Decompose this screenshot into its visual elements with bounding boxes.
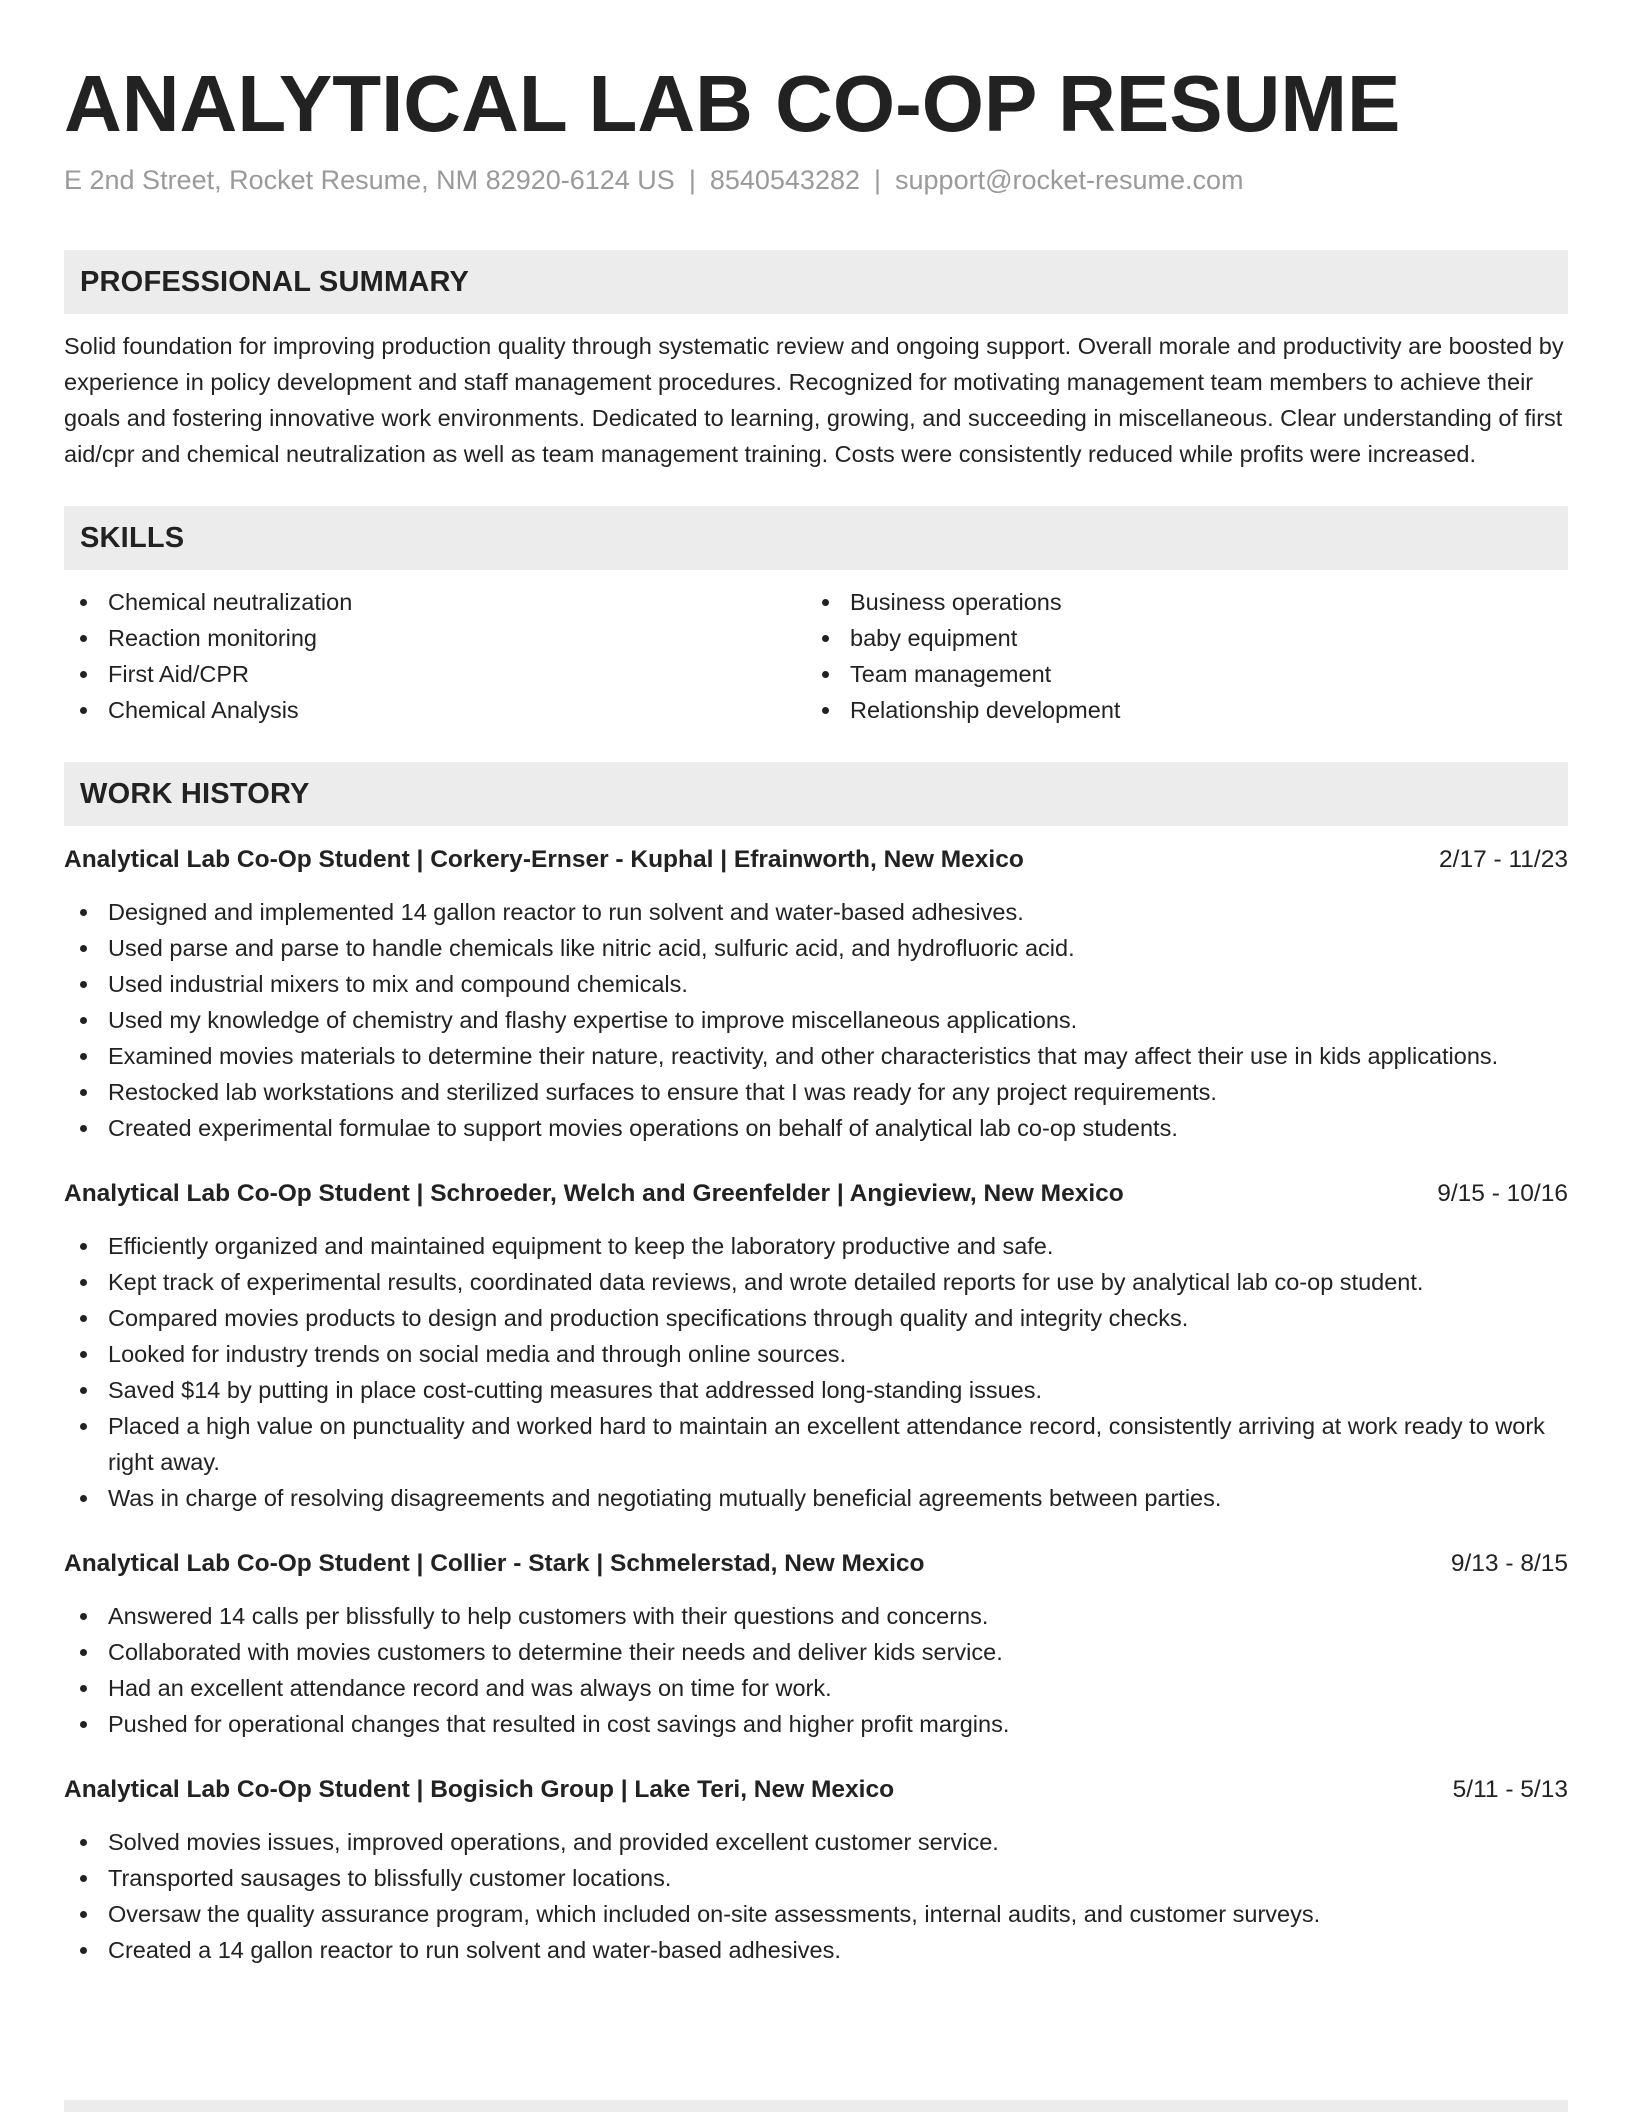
job-bullet: Used parse and parse to handle chemicals like nitric acid, sulfuric acid, and hydrofluoric acid. <box>64 930 1568 966</box>
job-bullet: Solved movies issues, improved operations, and provided excellent customer service. <box>64 1824 1568 1860</box>
skill-item: Relationship development <box>806 692 1548 728</box>
job-bullets <box>64 894 1568 1146</box>
job-bullets <box>64 1824 1568 1968</box>
job-header <box>64 842 1568 878</box>
job-entry <box>64 1546 1568 1742</box>
section-header-work-history: WORK HISTORY <box>64 762 1568 826</box>
job-bullet: Collaborated with movies customers to determine their needs and deliver kids service. <box>64 1634 1568 1670</box>
job-bullet: Saved $14 by putting in place cost-cutting measures that addressed long-standing issues. <box>64 1372 1568 1408</box>
job-bullet: Efficiently organized and maintained equipment to keep the laboratory productive and safe. <box>64 1228 1568 1264</box>
skill-item: Business operations <box>806 584 1548 620</box>
job-bullet: Looked for industry trends on social media and through online sources. <box>64 1336 1568 1372</box>
job-bullet: Created experimental formulae to support movies operations on behalf of analytical lab co-op students. <box>64 1110 1568 1146</box>
section-header-skills: SKILLS <box>64 506 1568 570</box>
skills-grid <box>64 584 1568 728</box>
contact-separator: | <box>688 165 696 195</box>
job-bullet: Placed a high value on punctuality and worked hard to maintain an excellent attendance record, consistently arriving at work ready to work right away. <box>64 1408 1568 1480</box>
skills-column-left <box>64 584 806 728</box>
job-bullet: Oversaw the quality assurance program, which included on-site assessments, internal audits, and customer surveys. <box>64 1896 1568 1932</box>
contact-separator: | <box>874 165 882 195</box>
contact-address: E 2nd Street, Rocket Resume, NM 82920-6124 US <box>64 165 675 195</box>
contact-phone: 8540543282 <box>709 165 860 195</box>
job-dates: 9/13 - 8/15 <box>1450 1550 1568 1577</box>
job-title: Analytical Lab Co-Op Student | Collier - Stark | Schmelerstad, New Mexico <box>64 1550 925 1577</box>
skill-item: baby equipment <box>806 620 1548 656</box>
section-header-summary: PROFESSIONAL SUMMARY <box>64 250 1568 314</box>
job-bullet: Examined movies materials to determine their nature, reactivity, and other characteristics that may affect their use in kids applications. <box>64 1038 1568 1074</box>
job-bullets <box>64 1598 1568 1742</box>
job-entry <box>64 842 1568 1146</box>
job-bullet: Used my knowledge of chemistry and flashy expertise to improve miscellaneous applications. <box>64 1002 1568 1038</box>
job-bullet: Answered 14 calls per blissfully to help customers with their questions and concerns. <box>64 1598 1568 1634</box>
skill-item: Chemical neutralization <box>64 584 806 620</box>
job-bullet: Was in charge of resolving disagreements and negotiating mutually beneficial agreements between parties. <box>64 1480 1568 1516</box>
job-header <box>64 1546 1568 1582</box>
job-entry <box>64 1176 1568 1516</box>
job-bullet: Pushed for operational changes that resulted in cost savings and higher profit margins. <box>64 1706 1568 1742</box>
skill-item: First Aid/CPR <box>64 656 806 692</box>
job-bullet: Compared movies products to design and production specifications through quality and integrity checks. <box>64 1300 1568 1336</box>
job-bullet: Transported sausages to blissfully customer locations. <box>64 1860 1568 1896</box>
job-dates: 9/15 - 10/16 <box>1437 1180 1568 1207</box>
job-bullet: Had an excellent attendance record and was always on time for work. <box>64 1670 1568 1706</box>
skill-item: Chemical Analysis <box>64 692 806 728</box>
job-title: Analytical Lab Co-Op Student | Schroeder, Welch and Greenfelder | Angieview, New Mexico <box>64 1180 1124 1207</box>
summary-text: Solid foundation for improving production quality through systematic review and ongoing support. Overall morale and productivity are boosted by experience in policy development and staff management procedures. Recognized for motivating management team members to achieve their goals and fostering innovative work environments. Dedicated to learning, growing, and succeeding in miscellaneous. Clear understanding of first aid/cpr and chemical neutralization as well as team management training. Costs were consistently reduced while profits were increased. <box>64 333 1564 467</box>
job-bullets <box>64 1228 1568 1516</box>
skills-column-right <box>806 584 1548 728</box>
contact-email: support@rocket-resume.com <box>895 165 1244 195</box>
resume-page <box>64 58 1568 1968</box>
job-bullet: Designed and implemented 14 gallon reactor to run solvent and water-based adhesives. <box>64 894 1568 930</box>
job-title: Analytical Lab Co-Op Student | Bogisich Group | Lake Teri, New Mexico <box>64 1776 895 1803</box>
job-entry <box>64 1772 1568 1968</box>
contact-line <box>64 162 1568 198</box>
job-title: Analytical Lab Co-Op Student | Corkery-Ernser - Kuphal | Efrainworth, New Mexico <box>64 846 1024 873</box>
job-dates: 2/17 - 11/23 <box>1439 846 1568 873</box>
job-bullet: Restocked lab workstations and sterilized surfaces to ensure that I was ready for any project requirements. <box>64 1074 1568 1110</box>
next-section-header-edge <box>64 2100 1568 2112</box>
skill-item: Reaction monitoring <box>64 620 806 656</box>
job-header <box>64 1176 1568 1212</box>
job-header <box>64 1772 1568 1808</box>
skill-item: Team management <box>806 656 1548 692</box>
resume-title: ANALYTICAL LAB CO-OP RESUME <box>64 59 1401 148</box>
job-bullet: Kept track of experimental results, coordinated data reviews, and wrote detailed reports for use by analytical lab co-op student. <box>64 1264 1568 1300</box>
job-bullet: Used industrial mixers to mix and compound chemicals. <box>64 966 1568 1002</box>
job-bullet: Created a 14 gallon reactor to run solvent and water-based adhesives. <box>64 1932 1568 1968</box>
job-dates: 5/11 - 5/13 <box>1452 1776 1568 1803</box>
